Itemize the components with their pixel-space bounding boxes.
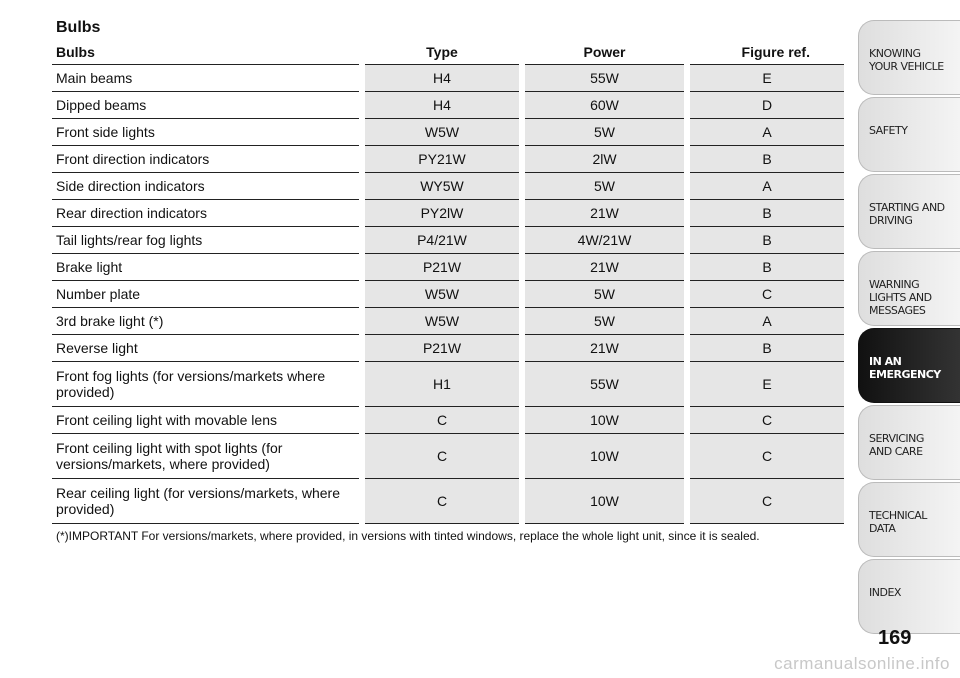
tab-label: TECHNICAL DATA bbox=[869, 509, 927, 535]
cell-bulb: Front side lights bbox=[52, 119, 362, 146]
cell-type: PY21W bbox=[362, 146, 522, 173]
cell-power: 5W bbox=[522, 308, 687, 335]
table-row bbox=[52, 362, 844, 407]
cell-bulb: Rear ceiling light (for versions/markets, where provided) bbox=[52, 479, 362, 524]
table-row bbox=[52, 434, 844, 479]
cell-bulb: Rear direction indicators bbox=[52, 200, 362, 227]
cell-figure-ref: C bbox=[687, 407, 844, 434]
tab-label: STARTING AND DRIVING bbox=[869, 201, 945, 227]
cell-figure-ref: C bbox=[687, 479, 844, 524]
cell-power: 60W bbox=[522, 92, 687, 119]
table-row bbox=[52, 254, 844, 281]
table-row bbox=[52, 173, 844, 200]
cell-power: 10W bbox=[522, 407, 687, 434]
cell-type: P4/21W bbox=[362, 227, 522, 254]
table-row bbox=[52, 200, 844, 227]
cell-power: 55W bbox=[522, 65, 687, 92]
tab-technical-data[interactable] bbox=[858, 482, 960, 557]
table-row bbox=[52, 92, 844, 119]
cell-figure-ref: B bbox=[687, 200, 844, 227]
tab-label: INDEX bbox=[869, 586, 901, 599]
cell-type: W5W bbox=[362, 308, 522, 335]
cell-bulb: Front direction indicators bbox=[52, 146, 362, 173]
tab-index[interactable] bbox=[858, 559, 960, 634]
cell-power: 55W bbox=[522, 362, 687, 407]
cell-type: H4 bbox=[362, 92, 522, 119]
cell-figure-ref: E bbox=[687, 65, 844, 92]
cell-type: C bbox=[362, 407, 522, 434]
cell-bulb: Brake light bbox=[52, 254, 362, 281]
cell-type: P21W bbox=[362, 254, 522, 281]
cell-power: 21W bbox=[522, 335, 687, 362]
tab-safety[interactable] bbox=[858, 97, 960, 172]
tab-label: SAFETY bbox=[869, 124, 908, 137]
watermark: carmanualsonline.info bbox=[774, 654, 950, 673]
header-type: Type bbox=[362, 40, 522, 65]
tab-label: KNOWING YOUR VEHICLE bbox=[869, 47, 944, 73]
tab-knowing-your-vehicle[interactable] bbox=[858, 20, 960, 95]
chapter-tabs bbox=[858, 20, 960, 636]
cell-figure-ref: D bbox=[687, 92, 844, 119]
cell-figure-ref: B bbox=[687, 335, 844, 362]
cell-type: C bbox=[362, 434, 522, 479]
table-row bbox=[52, 308, 844, 335]
tab-warning-lights-and-messages[interactable] bbox=[858, 251, 960, 326]
cell-figure-ref: A bbox=[687, 119, 844, 146]
cell-type: C bbox=[362, 479, 522, 524]
cell-bulb: Dipped beams bbox=[52, 92, 362, 119]
cell-bulb: Front fog lights (for versions/markets where provided) bbox=[52, 362, 362, 407]
cell-type: W5W bbox=[362, 119, 522, 146]
cell-bulb: Front ceiling light with movable lens bbox=[52, 407, 362, 434]
header-bulbs: Bulbs bbox=[52, 40, 362, 65]
cell-figure-ref: B bbox=[687, 227, 844, 254]
table-row bbox=[52, 119, 844, 146]
cell-figure-ref: C bbox=[687, 281, 844, 308]
cell-figure-ref: E bbox=[687, 362, 844, 407]
cell-bulb: Main beams bbox=[52, 65, 362, 92]
cell-bulb: 3rd brake light (*) bbox=[52, 308, 362, 335]
bulbs-table bbox=[52, 40, 844, 524]
cell-type: H4 bbox=[362, 65, 522, 92]
footnote: (*)IMPORTANT For versions/markets, where provided, in versions with tinted windows, replace the whole light unit, since it is sealed. bbox=[56, 529, 760, 543]
cell-type: W5W bbox=[362, 281, 522, 308]
cell-figure-ref: B bbox=[687, 254, 844, 281]
cell-bulb: Reverse light bbox=[52, 335, 362, 362]
cell-bulb: Tail lights/rear fog lights bbox=[52, 227, 362, 254]
header-figure-ref: Figure ref. bbox=[687, 40, 844, 65]
cell-power: 10W bbox=[522, 479, 687, 524]
table-row bbox=[52, 65, 844, 92]
cell-bulb: Front ceiling light with spot lights (for versions/markets, where provided) bbox=[52, 434, 362, 479]
cell-power: 10W bbox=[522, 434, 687, 479]
section-title: Bulbs bbox=[56, 19, 101, 36]
table-row bbox=[52, 479, 844, 524]
cell-figure-ref: A bbox=[687, 173, 844, 200]
cell-bulb: Number plate bbox=[52, 281, 362, 308]
cell-type: PY2lW bbox=[362, 200, 522, 227]
tab-label: WARNING LIGHTS AND MESSAGES bbox=[869, 278, 932, 317]
cell-figure-ref: C bbox=[687, 434, 844, 479]
table-row bbox=[52, 335, 844, 362]
cell-power: 21W bbox=[522, 200, 687, 227]
header-power: Power bbox=[522, 40, 687, 65]
cell-bulb: Side direction indicators bbox=[52, 173, 362, 200]
cell-type: H1 bbox=[362, 362, 522, 407]
cell-figure-ref: A bbox=[687, 308, 844, 335]
tab-starting-and-driving[interactable] bbox=[858, 174, 960, 249]
cell-power: 5W bbox=[522, 173, 687, 200]
table-row bbox=[52, 407, 844, 434]
cell-figure-ref: B bbox=[687, 146, 844, 173]
cell-power: 4W/21W bbox=[522, 227, 687, 254]
tab-servicing-and-care[interactable] bbox=[858, 405, 960, 480]
table-row bbox=[52, 281, 844, 308]
cell-type: P21W bbox=[362, 335, 522, 362]
cell-power: 5W bbox=[522, 119, 687, 146]
cell-power: 21W bbox=[522, 254, 687, 281]
table-row bbox=[52, 227, 844, 254]
tab-label: SERVICING AND CARE bbox=[869, 432, 924, 458]
table-row bbox=[52, 146, 844, 173]
table-body bbox=[52, 65, 844, 524]
cell-power: 5W bbox=[522, 281, 687, 308]
cell-power: 2lW bbox=[522, 146, 687, 173]
tab-in-an-emergency[interactable] bbox=[858, 328, 960, 403]
tab-label: IN AN EMERGENCY bbox=[869, 355, 941, 381]
table-header-row bbox=[52, 40, 844, 65]
cell-type: WY5W bbox=[362, 173, 522, 200]
page-number: 169 bbox=[878, 627, 912, 649]
